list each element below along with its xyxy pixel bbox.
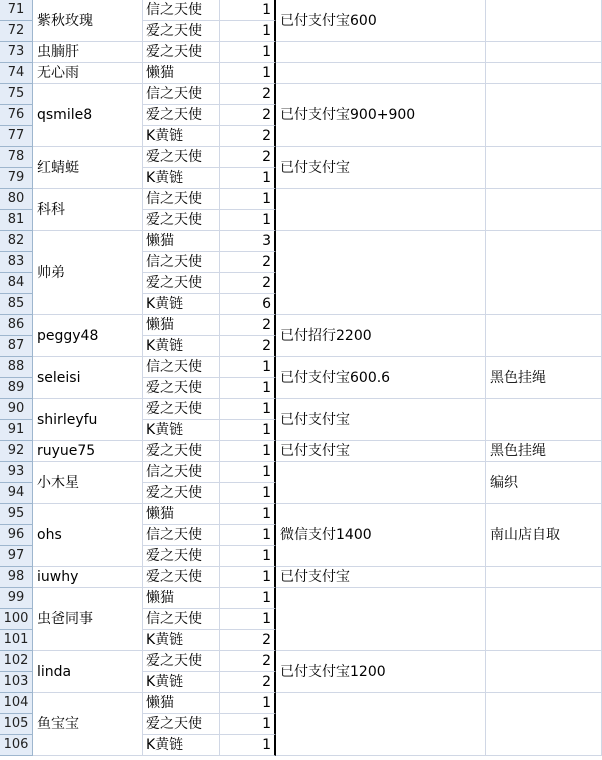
cell-text: 无心雨 <box>37 65 79 81</box>
note-cell[interactable] <box>486 441 602 462</box>
row-header[interactable]: 73 <box>0 42 33 63</box>
note-cell[interactable] <box>486 567 602 588</box>
customer-name-cell[interactable] <box>33 693 143 756</box>
note-cell[interactable] <box>486 147 602 189</box>
cell-text: 懒猫 <box>146 590 174 606</box>
row-header[interactable]: 102 <box>0 651 33 672</box>
item-cell[interactable] <box>143 168 220 189</box>
cell-text: 黑色挂绳 <box>490 370 546 386</box>
customer-name-cell[interactable] <box>33 63 143 84</box>
row-header[interactable]: 71 <box>0 0 33 21</box>
cell-text: 已付支付宝 <box>280 569 350 585</box>
cell-text: 2 <box>262 674 271 690</box>
cell-text: 1 <box>262 548 271 564</box>
cell-text: K黄链 <box>146 632 184 648</box>
item-cell[interactable] <box>143 483 220 504</box>
cell-text: 2 <box>262 632 271 648</box>
cell-text: 信之天使 <box>146 527 202 543</box>
item-cell[interactable] <box>143 252 220 273</box>
cell-text: 1 <box>262 23 271 39</box>
item-cell[interactable] <box>143 462 220 483</box>
cell-text: 帅弟 <box>37 265 65 281</box>
cell-text: 信之天使 <box>146 86 202 102</box>
customer-name-cell[interactable] <box>33 315 143 357</box>
item-cell[interactable] <box>143 231 220 252</box>
note-cell[interactable] <box>486 588 602 651</box>
item-cell[interactable] <box>143 588 220 609</box>
item-cell[interactable] <box>143 42 220 63</box>
quantity-cell[interactable] <box>220 168 276 189</box>
item-cell[interactable] <box>143 525 220 546</box>
cell-text: 1 <box>262 485 271 501</box>
row-header[interactable]: 104 <box>0 693 33 714</box>
cell-text: 懒猫 <box>146 317 174 333</box>
item-cell[interactable] <box>143 504 220 525</box>
cell-text: 1 <box>262 716 271 732</box>
cell-text: K黄链 <box>146 170 184 186</box>
cell-text: 1 <box>262 422 271 438</box>
quantity-cell[interactable] <box>220 714 276 735</box>
quantity-cell[interactable] <box>220 378 276 399</box>
cell-text: 1 <box>262 191 271 207</box>
cell-text: 2 <box>262 107 271 123</box>
cell-text: 已付招行2200 <box>280 328 372 344</box>
payment-cell[interactable] <box>276 315 486 357</box>
note-cell[interactable] <box>486 651 602 693</box>
cell-text: 懒猫 <box>146 65 174 81</box>
row-header[interactable]: 99 <box>0 588 33 609</box>
note-cell[interactable] <box>486 231 602 315</box>
payment-cell[interactable] <box>276 399 486 441</box>
note-cell[interactable] <box>486 84 602 147</box>
item-cell[interactable] <box>143 273 220 294</box>
payment-cell[interactable] <box>276 441 486 462</box>
row-header[interactable]: 98 <box>0 567 33 588</box>
quantity-cell[interactable] <box>220 735 276 756</box>
item-cell[interactable] <box>143 147 220 168</box>
row-header[interactable]: 77 <box>0 126 33 147</box>
payment-cell[interactable] <box>276 84 486 147</box>
cell-text: 懒猫 <box>146 506 174 522</box>
cell-text: 爱之天使 <box>146 380 202 396</box>
cell-text: 黑色挂绳 <box>490 443 546 459</box>
cell-text: 爱之天使 <box>146 653 202 669</box>
row-header[interactable]: 86 <box>0 315 33 336</box>
cell-text: 爱之天使 <box>146 548 202 564</box>
cell-text: 爱之天使 <box>146 212 202 228</box>
quantity-cell[interactable] <box>220 504 276 525</box>
item-cell[interactable] <box>143 336 220 357</box>
customer-name-cell[interactable] <box>33 651 143 693</box>
quantity-cell[interactable] <box>220 483 276 504</box>
cell-text: 信之天使 <box>146 2 202 18</box>
cell-text: 信之天使 <box>146 254 202 270</box>
cell-text: 编织 <box>490 475 518 491</box>
cell-text: 1 <box>262 737 271 753</box>
row-header[interactable]: 90 <box>0 399 33 420</box>
cell-text: ohs <box>37 527 62 543</box>
row-header[interactable]: 82 <box>0 231 33 252</box>
row-header[interactable]: 106 <box>0 735 33 756</box>
customer-name-cell[interactable] <box>33 567 143 588</box>
quantity-cell[interactable] <box>220 420 276 441</box>
item-cell[interactable] <box>143 672 220 693</box>
quantity-cell[interactable] <box>220 21 276 42</box>
quantity-cell[interactable] <box>220 525 276 546</box>
customer-name-cell[interactable] <box>33 441 143 462</box>
quantity-cell[interactable] <box>220 252 276 273</box>
cell-text: 爱之天使 <box>146 485 202 501</box>
cell-text: iuwhy <box>37 569 79 585</box>
customer-name-cell[interactable] <box>33 84 143 147</box>
cell-text: 1 <box>262 506 271 522</box>
cell-text: 微信支付1400 <box>280 527 372 543</box>
cell-text: 信之天使 <box>146 191 202 207</box>
cell-text: 爱之天使 <box>146 23 202 39</box>
cell-text: 1 <box>262 569 271 585</box>
cell-text: 已付支付宝 <box>280 443 350 459</box>
customer-name-cell[interactable] <box>33 357 143 399</box>
cell-text: K黄链 <box>146 338 184 354</box>
row-header[interactable]: 96 <box>0 525 33 546</box>
cell-text: 已付支付宝600 <box>280 13 377 29</box>
cell-text: 1 <box>262 464 271 480</box>
payment-cell[interactable] <box>276 63 486 84</box>
quantity-cell[interactable] <box>220 630 276 651</box>
cell-text: 懒猫 <box>146 233 174 249</box>
quantity-cell[interactable] <box>220 105 276 126</box>
payment-cell[interactable] <box>276 231 486 315</box>
cell-text: 信之天使 <box>146 359 202 375</box>
payment-cell[interactable] <box>276 357 486 399</box>
cell-text: 已付支付宝 <box>280 160 350 176</box>
cell-text: K黄链 <box>146 737 184 753</box>
cell-text: 1 <box>262 65 271 81</box>
cell-text: K黄链 <box>146 422 184 438</box>
quantity-cell[interactable] <box>220 63 276 84</box>
item-cell[interactable] <box>143 294 220 315</box>
row-header[interactable]: 83 <box>0 252 33 273</box>
cell-text: 1 <box>262 443 271 459</box>
row-header[interactable]: 92 <box>0 441 33 462</box>
row-header[interactable]: 101 <box>0 630 33 651</box>
row-header[interactable]: 87 <box>0 336 33 357</box>
customer-name-cell[interactable] <box>33 42 143 63</box>
cell-text: 已付支付宝1200 <box>280 664 386 680</box>
cell-text: ruyue75 <box>37 443 96 459</box>
cell-text: 2 <box>262 128 271 144</box>
cell-text: 3 <box>262 233 271 249</box>
payment-cell[interactable] <box>276 588 486 651</box>
cell-text: K黄链 <box>146 128 184 144</box>
row-header[interactable]: 79 <box>0 168 33 189</box>
quantity-cell[interactable] <box>220 189 276 210</box>
cell-text: 1 <box>262 590 271 606</box>
cell-text: 紫秋玫瑰 <box>37 13 93 29</box>
cell-text: 1 <box>262 611 271 627</box>
payment-cell[interactable] <box>276 0 486 42</box>
row-header[interactable]: 81 <box>0 210 33 231</box>
row-header[interactable]: 93 <box>0 462 33 483</box>
row-header[interactable]: 78 <box>0 147 33 168</box>
cell-text: 已付支付宝600.6 <box>280 370 391 386</box>
quantity-cell[interactable] <box>220 441 276 462</box>
cell-text: 爱之天使 <box>146 275 202 291</box>
cell-text: 2 <box>262 86 271 102</box>
quantity-cell[interactable] <box>220 231 276 252</box>
item-cell[interactable] <box>143 420 220 441</box>
item-cell[interactable] <box>143 651 220 672</box>
cell-text: 已付支付宝900+900 <box>280 107 416 123</box>
row-header[interactable]: 94 <box>0 483 33 504</box>
note-cell[interactable] <box>486 357 602 399</box>
item-cell[interactable] <box>143 567 220 588</box>
item-cell[interactable] <box>143 210 220 231</box>
row-header[interactable]: 75 <box>0 84 33 105</box>
quantity-cell[interactable] <box>220 126 276 147</box>
payment-cell[interactable] <box>276 42 486 63</box>
cell-text: 2 <box>262 653 271 669</box>
cell-text: K黄链 <box>146 674 184 690</box>
quantity-cell[interactable] <box>220 399 276 420</box>
cell-text: 爱之天使 <box>146 107 202 123</box>
note-cell[interactable] <box>486 399 602 441</box>
item-cell[interactable] <box>143 189 220 210</box>
customer-name-cell[interactable] <box>33 189 143 231</box>
note-cell[interactable] <box>486 693 602 756</box>
quantity-cell[interactable] <box>220 210 276 231</box>
item-cell[interactable] <box>143 105 220 126</box>
row-header[interactable]: 97 <box>0 546 33 567</box>
quantity-cell[interactable] <box>220 147 276 168</box>
quantity-cell[interactable] <box>220 462 276 483</box>
customer-name-cell[interactable] <box>33 588 143 651</box>
item-cell[interactable] <box>143 378 220 399</box>
row-header[interactable]: 100 <box>0 609 33 630</box>
cell-text: 已付支付宝 <box>280 412 350 428</box>
cell-text: qsmile8 <box>37 107 93 123</box>
cell-text: 2 <box>262 254 271 270</box>
quantity-cell[interactable] <box>220 315 276 336</box>
item-cell[interactable] <box>143 63 220 84</box>
quantity-cell[interactable] <box>220 294 276 315</box>
quantity-cell[interactable] <box>220 672 276 693</box>
cell-text: 1 <box>262 527 271 543</box>
quantity-cell[interactable] <box>220 651 276 672</box>
cell-text: 1 <box>262 695 271 711</box>
row-header[interactable]: 88 <box>0 357 33 378</box>
row-header[interactable]: 103 <box>0 672 33 693</box>
quantity-cell[interactable] <box>220 42 276 63</box>
cell-text: 6 <box>262 296 271 312</box>
customer-name-cell[interactable] <box>33 399 143 441</box>
customer-name-cell[interactable] <box>33 147 143 189</box>
cell-text: 爱之天使 <box>146 149 202 165</box>
quantity-cell[interactable] <box>220 567 276 588</box>
payment-cell[interactable] <box>276 147 486 189</box>
item-cell[interactable] <box>143 609 220 630</box>
cell-text: 1 <box>262 170 271 186</box>
row-header[interactable]: 80 <box>0 189 33 210</box>
item-cell[interactable] <box>143 126 220 147</box>
row-header[interactable]: 105 <box>0 714 33 735</box>
row-header[interactable]: 76 <box>0 105 33 126</box>
quantity-cell[interactable] <box>220 693 276 714</box>
cell-text: 懒猫 <box>146 695 174 711</box>
item-cell[interactable] <box>143 0 220 21</box>
cell-text: linda <box>37 664 72 680</box>
row-header[interactable]: 91 <box>0 420 33 441</box>
cell-text: 虫爸同事 <box>37 611 93 627</box>
cell-text: 1 <box>262 359 271 375</box>
item-cell[interactable] <box>143 546 220 567</box>
payment-cell[interactable] <box>276 651 486 693</box>
payment-cell[interactable] <box>276 462 486 504</box>
cell-text: 鱼宝宝 <box>37 716 79 732</box>
note-cell[interactable] <box>486 42 602 63</box>
cell-text: 信之天使 <box>146 464 202 480</box>
row-header[interactable]: 84 <box>0 273 33 294</box>
quantity-cell[interactable] <box>220 546 276 567</box>
item-cell[interactable] <box>143 693 220 714</box>
item-cell[interactable] <box>143 357 220 378</box>
cell-text: 南山店自取 <box>490 527 560 543</box>
cell-text: 1 <box>262 401 271 417</box>
cell-text: 2 <box>262 338 271 354</box>
row-header[interactable]: 95 <box>0 504 33 525</box>
cell-text: 爱之天使 <box>146 401 202 417</box>
cell-text: 1 <box>262 2 271 18</box>
cell-text: K黄链 <box>146 296 184 312</box>
item-cell[interactable] <box>143 399 220 420</box>
customer-name-cell[interactable] <box>33 231 143 315</box>
cell-text: 1 <box>262 380 271 396</box>
note-cell[interactable] <box>486 504 602 567</box>
cell-text: seleisi <box>37 370 81 386</box>
item-cell[interactable] <box>143 630 220 651</box>
payment-cell[interactable] <box>276 504 486 567</box>
payment-cell[interactable] <box>276 567 486 588</box>
row-header[interactable]: 72 <box>0 21 33 42</box>
item-cell[interactable] <box>143 441 220 462</box>
cell-text: 2 <box>262 275 271 291</box>
cell-text: 爱之天使 <box>146 716 202 732</box>
row-header[interactable]: 89 <box>0 378 33 399</box>
cell-text: 小木星 <box>37 475 79 491</box>
cell-text: peggy48 <box>37 328 99 344</box>
item-cell[interactable] <box>143 21 220 42</box>
cell-text: 红蜻蜓 <box>37 160 79 176</box>
note-cell[interactable] <box>486 462 602 504</box>
quantity-cell[interactable] <box>220 336 276 357</box>
cell-text: 科科 <box>37 202 65 218</box>
item-cell[interactable] <box>143 315 220 336</box>
cell-text: 爱之天使 <box>146 443 202 459</box>
quantity-cell[interactable] <box>220 357 276 378</box>
note-cell[interactable] <box>486 189 602 231</box>
cell-text: shirleyfu <box>37 412 98 428</box>
cell-text: 2 <box>262 149 271 165</box>
payment-cell[interactable] <box>276 693 486 756</box>
customer-name-cell[interactable] <box>33 0 143 42</box>
quantity-cell[interactable] <box>220 273 276 294</box>
cell-text: 1 <box>262 44 271 60</box>
quantity-cell[interactable] <box>220 84 276 105</box>
row-header[interactable]: 74 <box>0 63 33 84</box>
item-cell[interactable] <box>143 84 220 105</box>
quantity-cell[interactable] <box>220 588 276 609</box>
note-cell[interactable] <box>486 0 602 42</box>
cell-text: 虫腩肝 <box>37 44 79 60</box>
quantity-cell[interactable] <box>220 0 276 21</box>
note-cell[interactable] <box>486 63 602 84</box>
cell-text: 爱之天使 <box>146 569 202 585</box>
payment-cell[interactable] <box>276 189 486 231</box>
item-cell[interactable] <box>143 714 220 735</box>
note-cell[interactable] <box>486 315 602 357</box>
item-cell[interactable] <box>143 735 220 756</box>
cell-text: 爱之天使 <box>146 44 202 60</box>
quantity-cell[interactable] <box>220 609 276 630</box>
customer-name-cell[interactable] <box>33 462 143 504</box>
row-header[interactable]: 85 <box>0 294 33 315</box>
customer-name-cell[interactable] <box>33 504 143 567</box>
cell-text: 2 <box>262 317 271 333</box>
cell-text: 信之天使 <box>146 611 202 627</box>
cell-text: 1 <box>262 212 271 228</box>
